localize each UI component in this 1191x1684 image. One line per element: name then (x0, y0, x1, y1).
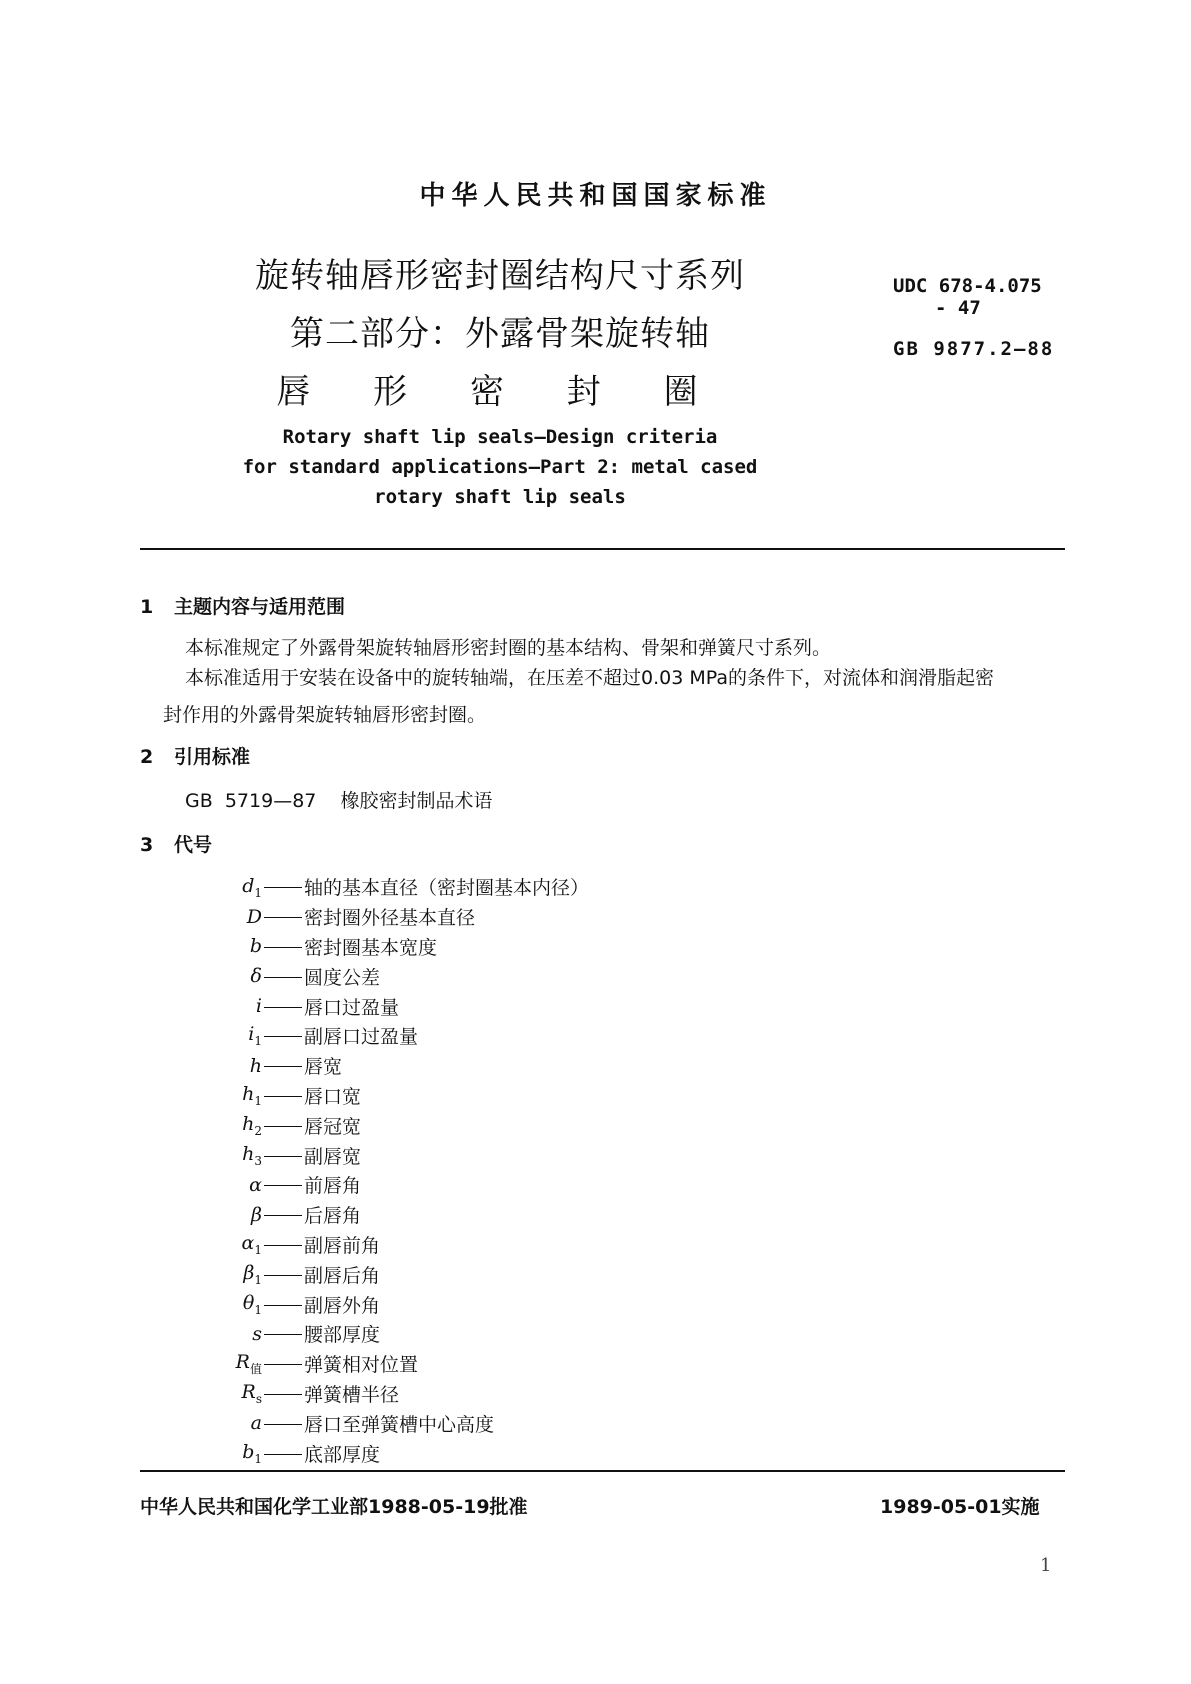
symbol-subscript: 1 (254, 1302, 262, 1317)
symbol-letter: d (242, 874, 255, 897)
symbol (180, 1441, 262, 1466)
em-dash-separator (264, 1066, 302, 1067)
symbol-letter: h (242, 1142, 255, 1165)
section-2-heading (140, 742, 250, 769)
symbol-subscript: 2 (254, 1123, 262, 1138)
title-zh-line-2: 第二部分：外露骨架旋转轴 (290, 314, 710, 354)
symbol-row (180, 1140, 589, 1170)
em-dash-separator (264, 1156, 302, 1157)
page-number: 1 (1040, 1555, 1052, 1576)
em-dash-separator (264, 1305, 302, 1306)
symbol-subscript: 1 (254, 1272, 262, 1287)
symbol-row (180, 932, 589, 962)
symbol-description: 副唇宽 (304, 1145, 362, 1168)
section-3-title: 代号 (174, 834, 213, 856)
em-dash-separator (264, 1364, 302, 1365)
em-dash-separator (264, 1275, 302, 1276)
document-title-en (200, 422, 800, 512)
symbol-letter: α (241, 1232, 255, 1255)
symbol-letter: h (249, 1054, 262, 1077)
symbol (180, 1323, 262, 1345)
em-dash-separator (264, 887, 302, 888)
symbol-description: 副唇口过盈量 (304, 1026, 419, 1049)
em-dash-separator (264, 1454, 302, 1455)
section-1-paragraph-1: 本标准规定了外露骨架旋转轴唇形密封圈的基本结构、骨架和弹簧尺寸系列。 (185, 637, 832, 659)
symbol-row (180, 1408, 589, 1438)
symbol (180, 1412, 262, 1434)
symbol-subscript: 1 (254, 1093, 262, 1108)
symbol-row (180, 1051, 589, 1081)
symbol-letter: β (251, 1203, 262, 1226)
symbol-description: 唇口过盈量 (304, 996, 400, 1019)
symbol (180, 875, 262, 900)
symbol-letter: a (250, 1412, 262, 1435)
em-dash-separator (264, 1096, 302, 1097)
symbol-description: 唇口至弹簧槽中心高度 (304, 1413, 495, 1436)
symbol (180, 1023, 262, 1048)
section-3-number: 3 (140, 834, 154, 856)
symbol-letter: R (235, 1350, 250, 1373)
symbol-row (180, 961, 589, 991)
title-zh-line-3: 唇 形 密 封 圈 (276, 372, 724, 412)
symbol-row (180, 1289, 589, 1319)
gb-standard-number: GB 9877.2—88 (893, 338, 1055, 360)
symbol-description: 副唇前角 (304, 1234, 381, 1257)
symbol-subscript: s (255, 1391, 262, 1406)
symbol-subscript: 1 (254, 1242, 262, 1257)
symbol-letter: h (242, 1083, 255, 1106)
em-dash-separator (264, 1185, 302, 1186)
symbol (180, 1055, 262, 1077)
symbol-letter: b (242, 1440, 255, 1463)
symbol-letter: i (255, 995, 262, 1018)
symbol-description: 副唇后角 (304, 1264, 381, 1287)
approval-statement: 中华人民共和国化学工业部1988-05-19批准 (140, 1496, 528, 1518)
em-dash-separator (264, 1424, 302, 1425)
em-dash-separator (264, 1007, 302, 1008)
section-1-number: 1 (140, 596, 154, 618)
section-1-title: 主题内容与适用范围 (174, 596, 346, 618)
title-en-line-3: rotary shaft lip seals (374, 486, 626, 508)
symbol-subscript: 1 (254, 1451, 262, 1466)
udc-code: UDC 678-4.075 (893, 275, 1042, 297)
title-zh-line-1: 旋转轴唇形密封圈结构尺寸系列 (255, 256, 745, 296)
symbol-row (180, 1379, 589, 1409)
symbol-description: 副唇外角 (304, 1294, 381, 1317)
symbol-description: 圆度公差 (304, 966, 381, 989)
title-en-line-1: Rotary shaft lip seals—Design criteria (282, 426, 718, 448)
symbol-subscript: 1 (254, 885, 262, 900)
symbol-subscript: 3 (254, 1153, 262, 1168)
symbol-description: 唇宽 (304, 1056, 343, 1079)
symbol (180, 1292, 262, 1317)
symbol-letter: b (249, 935, 262, 958)
symbol-description: 轴的基本直径（密封圈基本内径） (304, 877, 590, 900)
symbol (180, 1381, 262, 1406)
title-en-line-2: for standard applications—Part 2: metal cased (242, 456, 758, 478)
symbol-description: 前唇角 (304, 1175, 362, 1198)
symbol-letter: R (241, 1381, 256, 1404)
symbol-description: 密封圈外径基本直径 (304, 907, 476, 930)
symbol-list (180, 872, 589, 1468)
referenced-standard: GB 5719—87 橡胶密封制品术语 (185, 790, 493, 812)
symbol (180, 1083, 262, 1108)
symbol-description: 弹簧相对位置 (304, 1354, 419, 1377)
symbol (180, 1351, 262, 1377)
em-dash-separator (264, 917, 302, 918)
symbol (180, 965, 262, 987)
symbol-row (180, 1081, 589, 1111)
document-title-zh (200, 247, 800, 421)
symbol-row (180, 991, 589, 1021)
em-dash-separator (264, 977, 302, 978)
effective-date: 1989-05-01实施 (880, 1496, 1040, 1518)
symbol-subscript: 1 (254, 1034, 262, 1049)
em-dash-separator (264, 1334, 302, 1335)
symbol-letter: h (242, 1112, 255, 1135)
section-3-heading (140, 830, 212, 857)
symbol-letter: θ (242, 1291, 255, 1314)
symbol-letter: δ (250, 965, 262, 988)
header-divider (140, 548, 1065, 550)
symbol-row (180, 1170, 589, 1200)
symbol (180, 935, 262, 957)
symbol-description: 腰部厚度 (304, 1324, 381, 1347)
em-dash-separator (264, 1126, 302, 1127)
symbol (180, 1174, 262, 1196)
footer-divider (140, 1470, 1065, 1472)
symbol (180, 906, 262, 928)
symbol-row (180, 1200, 589, 1230)
em-dash-separator (264, 947, 302, 948)
symbol-subscript: 值 (249, 1361, 262, 1376)
em-dash-separator (264, 1215, 302, 1216)
em-dash-separator (264, 1036, 302, 1037)
symbol-row (180, 1438, 589, 1468)
symbol-row (180, 1319, 589, 1349)
em-dash-separator (264, 1394, 302, 1395)
symbol-row (180, 1259, 589, 1289)
section-1-paragraph-2-cont: 封作用的外露骨架旋转轴唇形密封圈。 (163, 704, 487, 726)
udc-code-line-2: - 47 (935, 297, 981, 319)
symbol-description: 后唇角 (304, 1205, 362, 1228)
symbol (180, 1262, 262, 1287)
symbol-description: 密封圈基本宽度 (304, 936, 438, 959)
symbol (180, 1143, 262, 1168)
symbol-row (180, 872, 589, 902)
symbol-letter: i (248, 1023, 255, 1046)
symbol-description: 底部厚度 (304, 1443, 381, 1466)
symbol (180, 1204, 262, 1226)
symbol-description: 唇冠宽 (304, 1115, 362, 1138)
symbol-letter: α (249, 1173, 262, 1196)
symbol-description: 弹簧槽半径 (304, 1383, 400, 1406)
symbol-row (180, 1110, 589, 1140)
national-standard-heading: 中华人民共和国国家标准 (419, 181, 772, 211)
section-1-paragraph-2: 本标准适用于安装在设备中的旋转轴端，在压差不超过0.03 MPa的条件下，对流体和润滑脂起密 (185, 667, 994, 689)
symbol-row (180, 1021, 589, 1051)
symbol (180, 1232, 262, 1257)
symbol-row (180, 902, 589, 932)
symbol-letter: β (243, 1261, 255, 1284)
symbol-letter: s (252, 1322, 262, 1345)
section-2-number: 2 (140, 746, 154, 768)
section-1-heading (140, 592, 345, 619)
symbol (180, 995, 262, 1017)
section-2-title: 引用标准 (174, 746, 251, 768)
symbol-row (180, 1349, 589, 1379)
symbol-letter: D (246, 905, 262, 928)
symbol (180, 1113, 262, 1138)
em-dash-separator (264, 1245, 302, 1246)
symbol-description: 唇口宽 (304, 1085, 362, 1108)
symbol-row (180, 1230, 589, 1260)
